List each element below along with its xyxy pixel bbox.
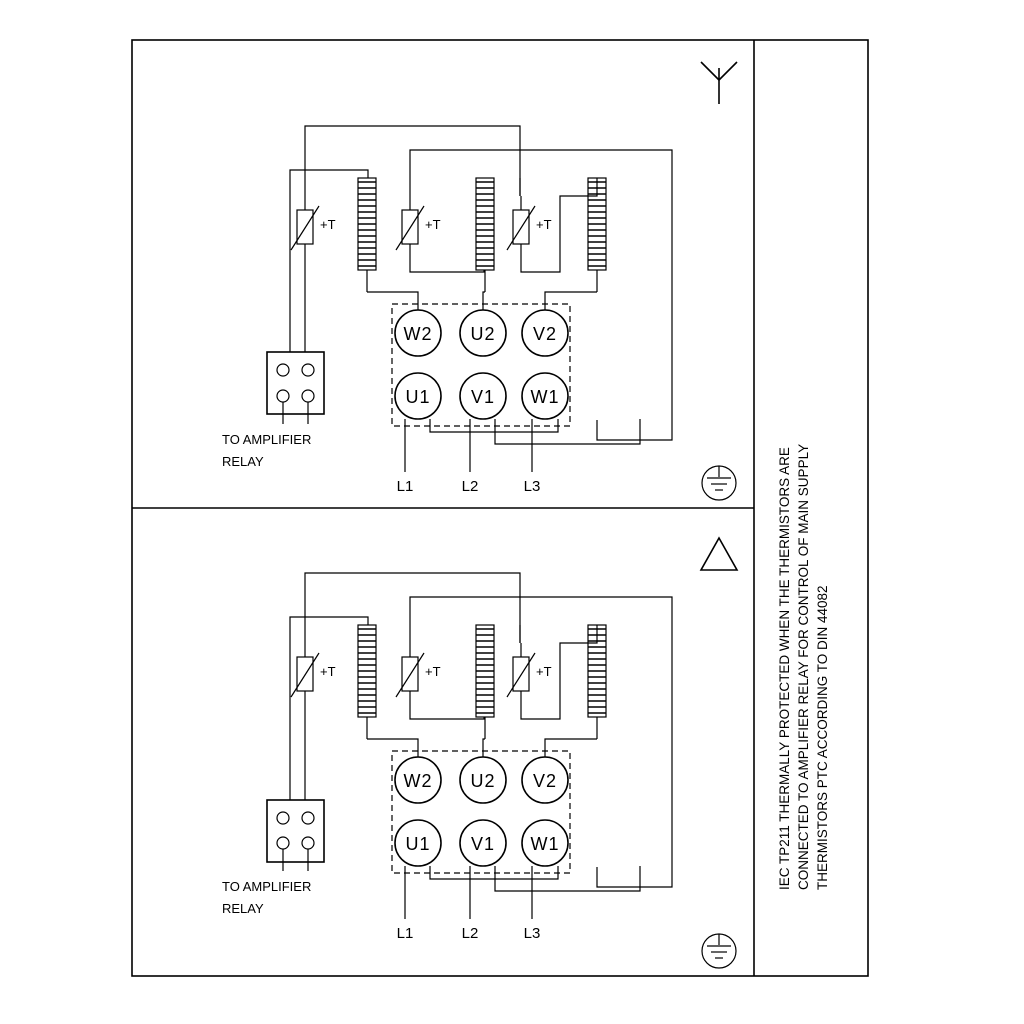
thermistor-1 — [291, 196, 319, 258]
terminal-v2 — [522, 757, 568, 803]
terminal-w2-label: W2 — [403, 324, 433, 344]
thermistor-label-3: +T — [536, 217, 552, 232]
side-note-line2: CONNECTED TO AMPLIFIER RELAY FOR CONTROL OF MAIN SUPPLY — [796, 443, 811, 890]
thermistor-3 — [507, 643, 535, 705]
terminal-u2-label: U2 — [470, 324, 496, 344]
amplifier-label-line2: RELAY — [222, 901, 264, 916]
star-panel — [222, 62, 737, 500]
phase-label-l2: L2 — [461, 925, 479, 942]
phase-leads — [405, 419, 640, 472]
terminal-w2 — [395, 310, 441, 356]
side-note-line1: IEC TP211 THERMALLY PROTECTED WHEN THE THERMISTORS ARE — [777, 447, 792, 890]
motor-coil-1 — [358, 178, 376, 270]
terminal-v2-label: V2 — [532, 771, 558, 791]
side-note — [777, 444, 830, 890]
terminal-v2-label: V2 — [532, 324, 558, 344]
terminal-v1 — [460, 820, 506, 866]
terminal-w2 — [395, 757, 441, 803]
terminal-box-outline — [392, 304, 570, 426]
thermistor-label-1: +T — [320, 217, 336, 232]
terminal-u1-label: U1 — [405, 834, 431, 854]
amplifier-label-line1: TO AMPLIFIER — [222, 879, 312, 894]
terminal-w1 — [522, 820, 568, 866]
terminal-u2-label: U2 — [470, 771, 496, 791]
phase-label-l1: L1 — [396, 478, 414, 495]
thermistor-label-2: +T — [425, 217, 441, 232]
terminal-u2 — [460, 757, 506, 803]
diagram-frame — [132, 40, 868, 976]
delta-panel — [222, 538, 737, 968]
terminal-u1 — [395, 373, 441, 419]
terminal-w1-label: W1 — [530, 834, 560, 854]
motor-coil-1 — [358, 625, 376, 717]
phase-leads — [405, 866, 640, 919]
terminal-u1-label: U1 — [405, 387, 431, 407]
delta-triangle-icon — [701, 538, 737, 570]
thermistor-2 — [396, 643, 424, 705]
thermistor-label-2: +T — [425, 664, 441, 679]
earth-ground-icon — [702, 466, 736, 500]
thermistor-2 — [396, 196, 424, 258]
terminal-v1-label: V1 — [470, 834, 496, 854]
thermistor-3 — [507, 196, 535, 258]
terminal-u1 — [395, 820, 441, 866]
thermistor-label-1: +T — [320, 664, 336, 679]
motor-coil-2 — [476, 625, 494, 717]
star-wye-icon — [701, 62, 737, 104]
amplifier-label-line2: RELAY — [222, 454, 264, 469]
terminal-w1-label: W1 — [530, 387, 560, 407]
phase-label-l1: L1 — [396, 925, 414, 942]
terminal-v1 — [460, 373, 506, 419]
amplifier-label-line1: TO AMPLIFIER — [222, 432, 312, 447]
motor-coil-2 — [476, 178, 494, 270]
phase-label-l3: L3 — [523, 478, 541, 495]
terminal-v2 — [522, 310, 568, 356]
phase-label-l2: L2 — [461, 478, 479, 495]
terminal-w2-label: W2 — [403, 771, 433, 791]
terminal-u2 — [460, 310, 506, 356]
amplifier-terminal-block — [267, 352, 324, 424]
thermistor-label-3: +T — [536, 664, 552, 679]
terminal-w1 — [522, 373, 568, 419]
terminal-box-outline — [392, 751, 570, 873]
earth-ground-icon — [702, 934, 736, 968]
thermistor-1 — [291, 643, 319, 705]
terminal-v1-label: V1 — [470, 387, 496, 407]
side-note-line3: THERMISTORS PTC ACCORDING TO DIN 44082 — [815, 585, 830, 890]
phase-label-l3: L3 — [523, 925, 541, 942]
amplifier-terminal-block — [267, 800, 324, 871]
